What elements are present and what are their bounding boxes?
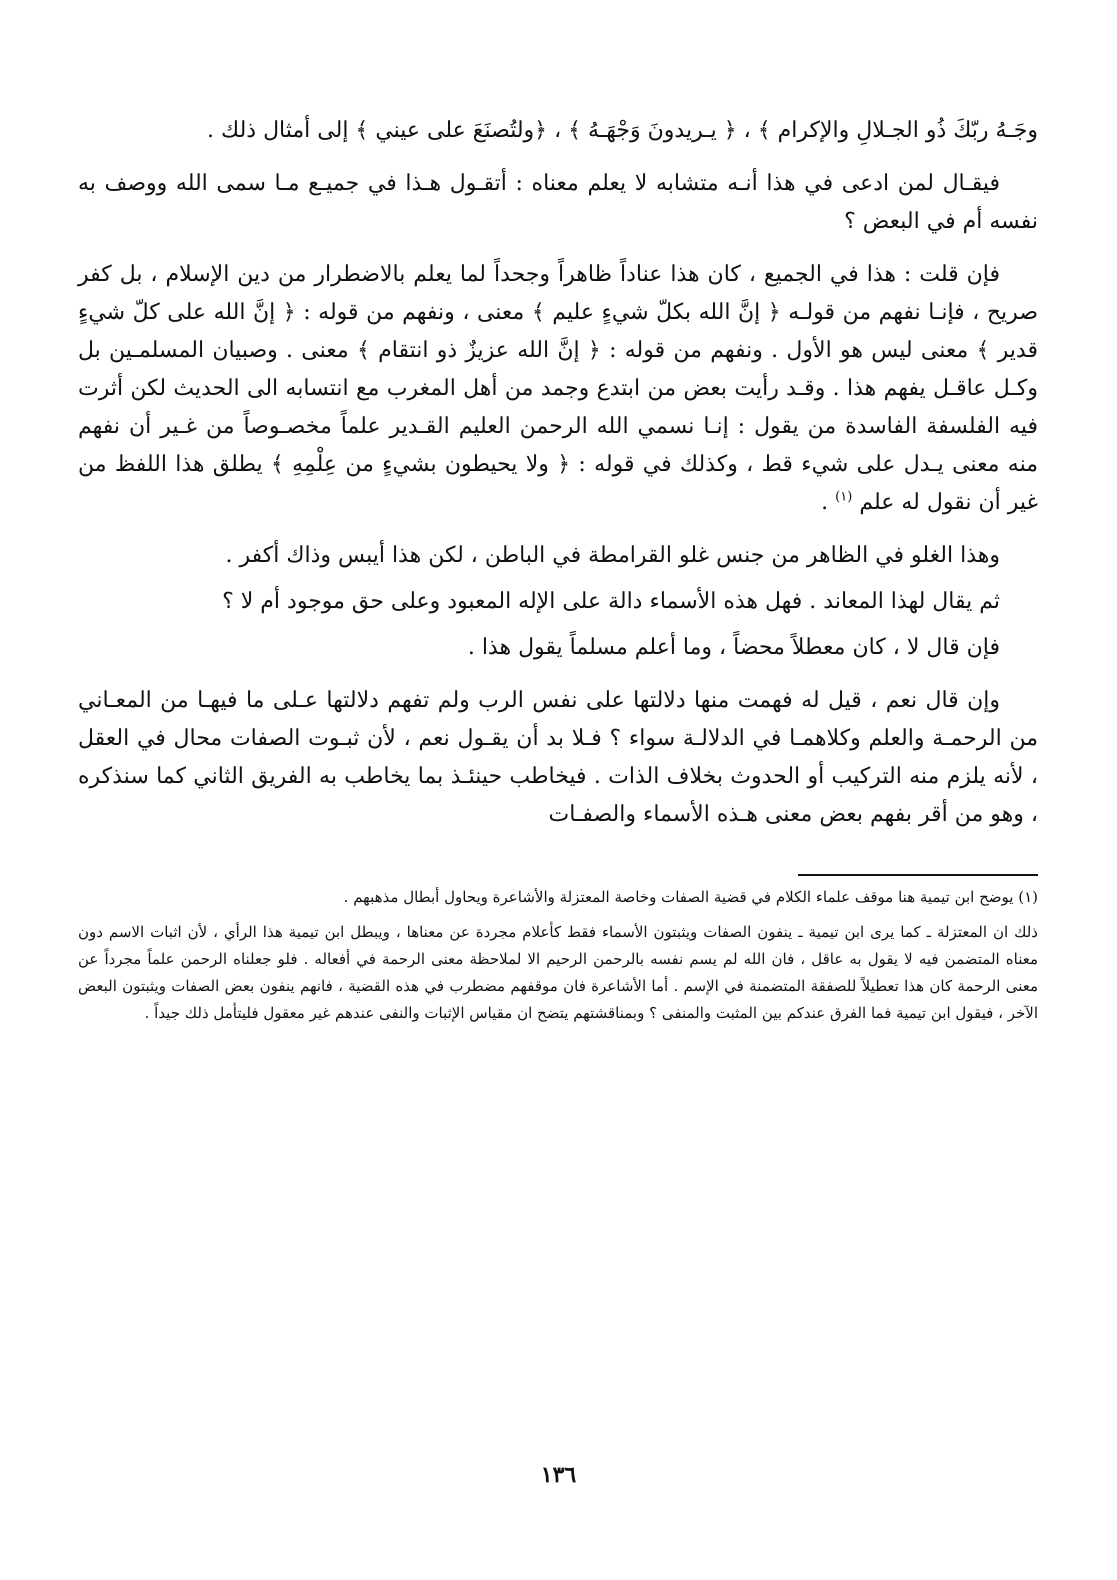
book-page bbox=[78, 112, 1038, 1027]
paragraph-6: فإن قال لا ، كان معطلاً محضاً ، وما أعلم مسلماً يقول هذا . bbox=[467, 635, 1000, 660]
footnote-divider bbox=[798, 874, 1038, 876]
paragraph-3-text: فإن قلت : هذا في الجميع ، كان هذا عناداً ظاهراً وجحداً لما يعلم بالاضطرار من دين الإسلام ، بل كفر صريح ، فإنـا نفهم من قولـه ﴿ إنَّ الله بكلّ شيءٍ عليم ﴾ معنى ، ونفهم من قوله : ﴿ إنَّ الله على كلّ شيءٍ قدير ﴾ معنى ليس هو الأول . ونفهم من قوله : ﴿ إنَّ الله عزيزٌ ذو انتقام ﴾ معنى . وصبيان المسلمـين بل وكـل عاقـل يفهم هذا . وقـد رأيت بعض من ابتدع وجمد من أهل المغرب مع انتسابه الى الحديث لكن أثرت فيه الفلسفة الفاسدة من يقول : إنـا نسمي الله الرحمن العليم القـدير علماً مخصـوصاً من غـير أن نفهم منه معنى يـدل على شيء قط ، وكذلك في قوله : ﴿ ولا يحيطون بشيءٍ من عِلْمِهِ ﴾ يطلق هذا اللفظ من غير أن نقول له علم bbox=[78, 262, 1038, 515]
paragraph-5: ثم يقال لهذا المعاند . فهل هذه الأسماء دالة على الإله المعبود وعلى حق موجود أم لا ؟ bbox=[222, 589, 1000, 614]
paragraph-2: فيقـال لمن ادعى في هذا أنـه متشابه لا يعلم معناه : أتقـول هـذا في جميـع مـا سمى الله ووصف به نفسه أم في البعض ؟ bbox=[78, 171, 1038, 234]
footnotes bbox=[78, 884, 1038, 1027]
paragraph-3 bbox=[78, 256, 1038, 522]
footnote-1-continued: ذلك ان المعتزلة ـ كما يرى ابن تيمية ـ ينفون الصفات ويثبتون الأسماء فقط كأعلام مجردة عن معناها ، ويبطل ابن تيمية هذا الرأي ، لأن اثبات الاسم دون معناه المتضمن فيه لا يقول به عاقل ، فان الله لم يسم نفسه بالرحمن الرحيم الا لملاحظة معنى الرحمة في أفعاله . فلو جعلناه الرحمن علماً مجرداً عن معنى الرحمة كان هذا تعطيلاً للصفقة المتضمنة في الإسم . أما الأشاعرة فان موقفهم مضطرب في هذه القضية ، فانهم ينفون بعض الصفات ويثبتون البعض الآخر ، فيقول ابن تيمية فما الفرق عندكم بين المثبت والمنفى ؟ وبمناقشتهم يتضح ان مقياس الإثبات والنفى عندهم غير معقول فليتأمل ذلك جيداً . bbox=[78, 923, 1038, 1022]
footnote-1: (١) يوضح ابن تيمية هنا موقف علماء الكلام في قضية الصفات وخاصة المعتزلة والأشاعرة ويحاول أبطال مذهبهم . bbox=[343, 888, 1038, 906]
paragraph-4: وهذا الغلو في الظاهر من جنس غلو القرامطة في الباطن ، لكن هذا أيبس وذاك أكفر . bbox=[225, 543, 1000, 568]
page-number: ١٣٦ bbox=[540, 1462, 577, 1488]
paragraph-7: وإن قال نعم ، قيل له فهمت منها دلالتها على نفس الرب ولم تفهم دلالتها عـلى ما فيهـا من المعـاني من الرحمـة والعلم وكلاهمـا في الدلالـة سواء ؟ فـلا بد أن يقـول نعم ، لأن ثبـوت الصفات محال في العقل ، لأنه يلزم منه التركيب أو الحدوث بخلاف الذات . فيخاطب حينئـذ بما يخاطب به الفريق الثاني كما سنذكره ، وهو من أقر بفهم بعض معنى هـذه الأسماء والصفـات bbox=[78, 688, 1038, 827]
main-text bbox=[78, 112, 1038, 834]
paragraph-1: وجَـهُ ربّكَ ذُو الجـلالِ والإكرام ﴾ ، ﴿ يـريدونَ وَجْهَـهُ ﴾ ، ﴿ولتُصنَعَ على عيني ﴾ إلى أمثال ذلك . bbox=[207, 118, 1038, 143]
footnote-reference: (١) bbox=[835, 489, 853, 505]
paragraph-3-end: . bbox=[821, 490, 829, 515]
